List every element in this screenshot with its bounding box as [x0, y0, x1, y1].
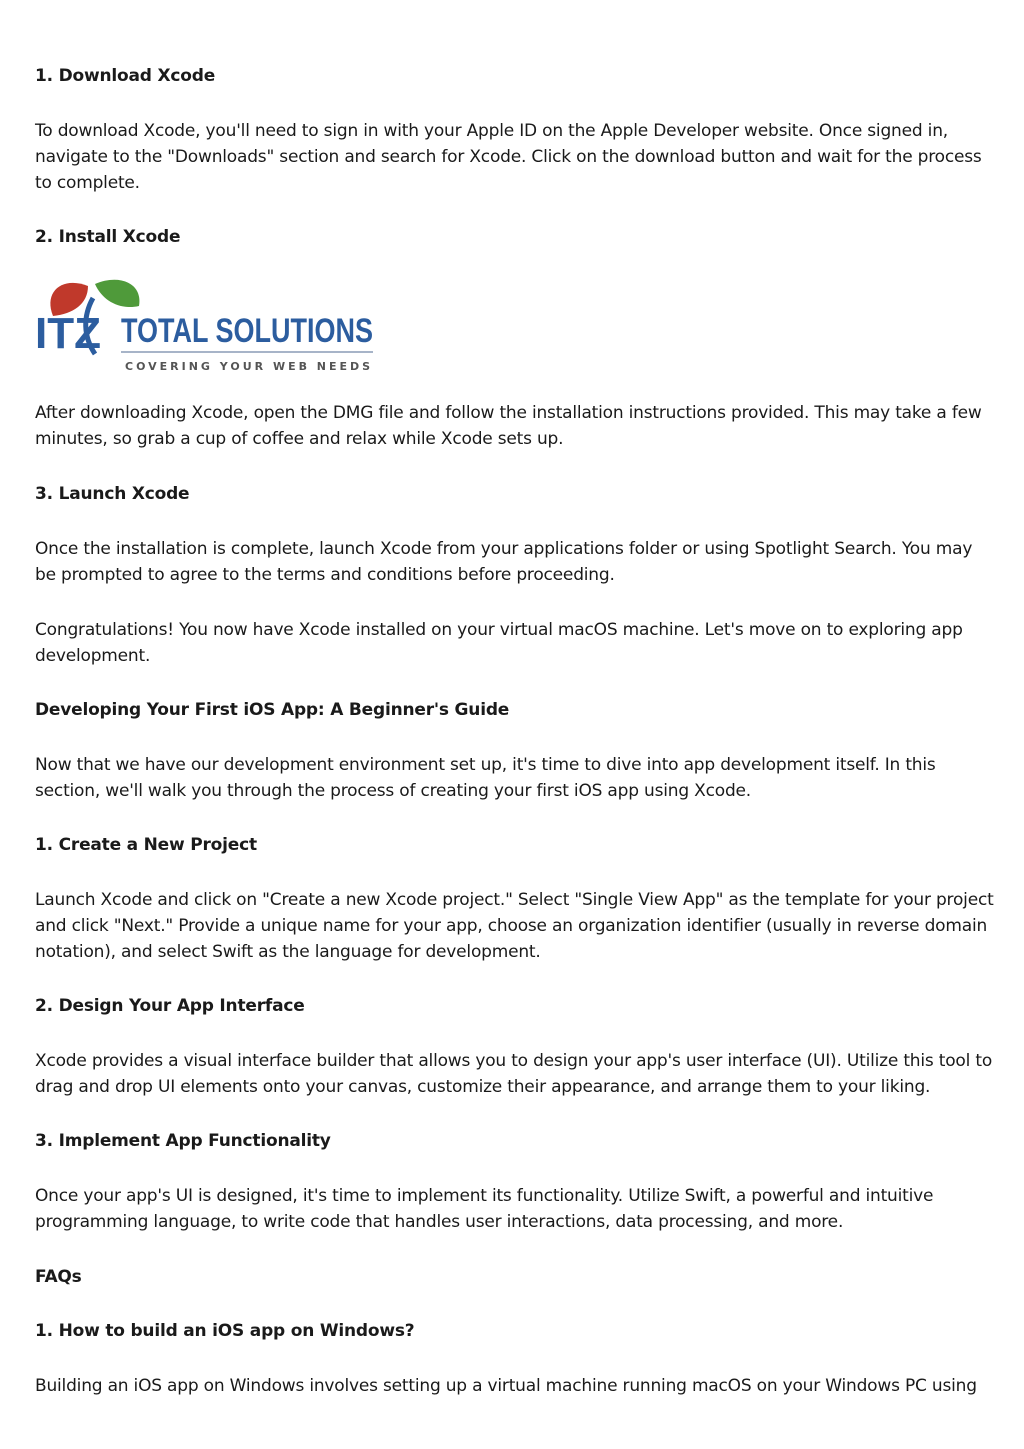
- paragraph-download-xcode: To download Xcode, you'll need to sign in with your Apple ID on the Apple Developer website. Once signed in, navigate to the "Downloads" section and search for Xcode. Click on the download button and wait for the process to complete.: [35, 121, 982, 193]
- paragraph-design-interface: Xcode provides a visual interface builder that allows you to design your app's user interface (UI). Utilize this tool to drag and drop UI elements onto your canvas, customize their appearance, and arrange them to your liking.: [35, 1051, 993, 1097]
- heading-download-xcode: 1. Download Xcode: [35, 66, 216, 86]
- paragraph-implement-functionality: Once your app's UI is designed, it's time to implement its functionality. Utilize Swift, a powerful and intuitive programming language, to write code that handles user interactions, data processing, and more.: [35, 1186, 934, 1232]
- heading-launch-xcode: 3. Launch Xcode: [35, 484, 190, 504]
- heading-install-xcode: 2. Install Xcode: [35, 227, 181, 247]
- heading-implement-functionality: 3. Implement App Functionality: [35, 1131, 331, 1151]
- logo-tagline: COVERING YOUR WEB NEEDS: [125, 360, 374, 373]
- paragraph-beginners-guide: Now that we have our development environment set up, it's time to dive into app development itself. In this section, we'll walk you through the process of creating your first iOS app using Xcode.: [35, 755, 936, 801]
- paragraph-faq-windows: Building an iOS app on Windows involves setting up a virtual machine running macOS on your Windows PC using: [35, 1376, 977, 1396]
- paragraph-install-xcode: After downloading Xcode, open the DMG file and follow the installation instructions provided. This may take a few minutes, so grab a cup of coffee and relax while Xcode sets up.: [35, 403, 982, 449]
- paragraph-congratulations: Congratulations! You now have Xcode installed on your virtual macOS machine. Let's move on to exploring app development.: [35, 620, 963, 666]
- logo-brand-lead: ITZ: [35, 309, 101, 358]
- green-leaf-icon: [95, 280, 139, 307]
- heading-design-interface: 2. Design Your App Interface: [35, 996, 305, 1016]
- paragraph-create-project: Launch Xcode and click on "Create a new Xcode project." Select "Single View App" as the template for your project and click "Next." Provide a unique name for your app, choose an organization identifier (usually in reverse domain notation), and select Swift as the language for development.: [35, 890, 994, 962]
- heading-beginners-guide: Developing Your First iOS App: A Beginner's Guide: [35, 700, 510, 720]
- itz-total-solutions-logo: [33, 276, 383, 376]
- heading-faqs: FAQs: [35, 1267, 82, 1287]
- heading-create-project: 1. Create a New Project: [35, 835, 257, 855]
- paragraph-launch-xcode: Once the installation is complete, launch Xcode from your applications folder or using Spotlight Search. You may be prompted to agree to the terms and conditions before proceeding.: [35, 539, 973, 585]
- heading-faq-windows: 1. How to build an iOS app on Windows?: [35, 1321, 415, 1341]
- logo-brand-main: TOTAL SOLUTIONS: [121, 312, 373, 350]
